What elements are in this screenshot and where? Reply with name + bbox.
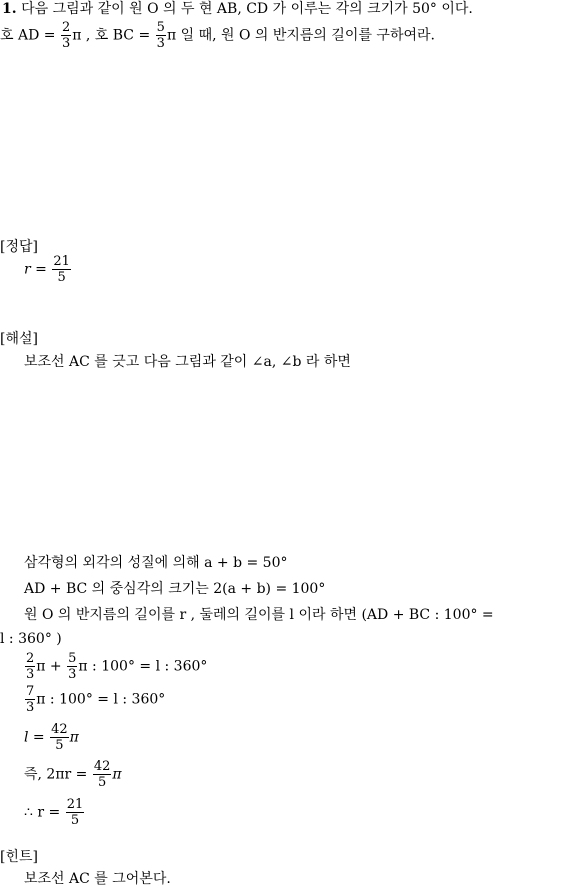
frac-den: 3 xyxy=(156,36,165,51)
eq2-end: π : 100° = l : 360° xyxy=(36,691,166,708)
problem-text-2b: π , 호 BC = xyxy=(72,27,155,44)
eq1-frac-b xyxy=(67,651,77,682)
solution-line-3: AD + BC 의 중심각의 크기는 2(a + b) = 100° xyxy=(24,581,326,597)
frac-den: 3 xyxy=(26,700,35,715)
solution-line-1: 보조선 AC 를 긋고 다음 그림과 같이 ∠a, ∠b 라 하면 xyxy=(24,354,351,370)
equation-1 xyxy=(24,651,207,682)
problem-number: 1. xyxy=(2,1,17,17)
frac-den: 3 xyxy=(26,667,35,682)
answer-line xyxy=(24,254,72,285)
fraction-arc-ad xyxy=(61,20,71,51)
eq1-frac-a xyxy=(25,651,35,682)
frac-num: 42 xyxy=(93,759,111,774)
eq4-frac xyxy=(93,759,112,790)
eq4-end: π xyxy=(112,766,122,783)
problem-line-1 xyxy=(2,2,473,16)
frac-num: 42 xyxy=(51,722,68,737)
hint-header: [힌트] xyxy=(0,849,38,865)
fraction-arc-bc xyxy=(156,20,166,51)
answer-fraction xyxy=(52,254,71,285)
frac-den: 5 xyxy=(97,775,107,790)
eq2-frac xyxy=(25,684,35,715)
frac-den: 5 xyxy=(57,270,66,285)
frac-num: 21 xyxy=(66,797,84,812)
frac-den: 5 xyxy=(70,813,80,828)
solution-line-5: l : 360° ) xyxy=(0,631,62,647)
frac-den: 3 xyxy=(61,36,71,51)
solution-line-2: 삼각형의 외각의 성질에 의해 a + b = 50° xyxy=(24,555,288,571)
equation-2 xyxy=(24,684,165,715)
frac-num: 7 xyxy=(26,684,35,699)
eq3-end: π xyxy=(69,729,79,746)
hint-text: 보조선 AC 를 그어본다. xyxy=(24,871,171,887)
eq3-frac xyxy=(50,722,69,753)
answer-lhs: r = xyxy=(24,261,52,278)
eq1-end: π : 100° = l : 360° xyxy=(78,658,208,675)
equation-3 xyxy=(24,722,79,753)
frac-num: 5 xyxy=(156,20,165,35)
eq3-lhs: l = xyxy=(24,729,50,746)
problem-text-2a: 호 AD = xyxy=(0,27,60,44)
eq5-frac xyxy=(66,797,85,828)
frac-den: 5 xyxy=(55,738,64,753)
problem-text-1: 다음 그림과 같이 원 O 의 두 현 AB, CD 가 이루는 각의 크기가 50° 이다. xyxy=(21,1,473,17)
frac-num: 2 xyxy=(26,651,35,666)
equation-4 xyxy=(24,759,122,790)
equation-5 xyxy=(24,797,85,828)
frac-num: 2 xyxy=(61,20,71,35)
frac-den: 3 xyxy=(68,667,77,682)
solution-header: [해설] xyxy=(0,331,38,347)
problem-text-2c: π 일 때, 원 O 의 반지름의 길이를 구하여라. xyxy=(166,27,435,44)
frac-num: 21 xyxy=(53,254,70,269)
problem-line-2 xyxy=(0,20,435,51)
eq4-lhs: 즉, 2πr = xyxy=(24,766,92,783)
eq1-mid: π + xyxy=(36,658,67,675)
answer-header: [정답] xyxy=(0,239,38,255)
eq5-lhs: ∴ r = xyxy=(24,804,65,821)
frac-num: 5 xyxy=(68,651,77,666)
solution-line-4: 원 O 의 반지름의 길이를 r , 둘레의 길이를 l 이라 하면 (AD + BC : 100° = xyxy=(24,607,494,623)
